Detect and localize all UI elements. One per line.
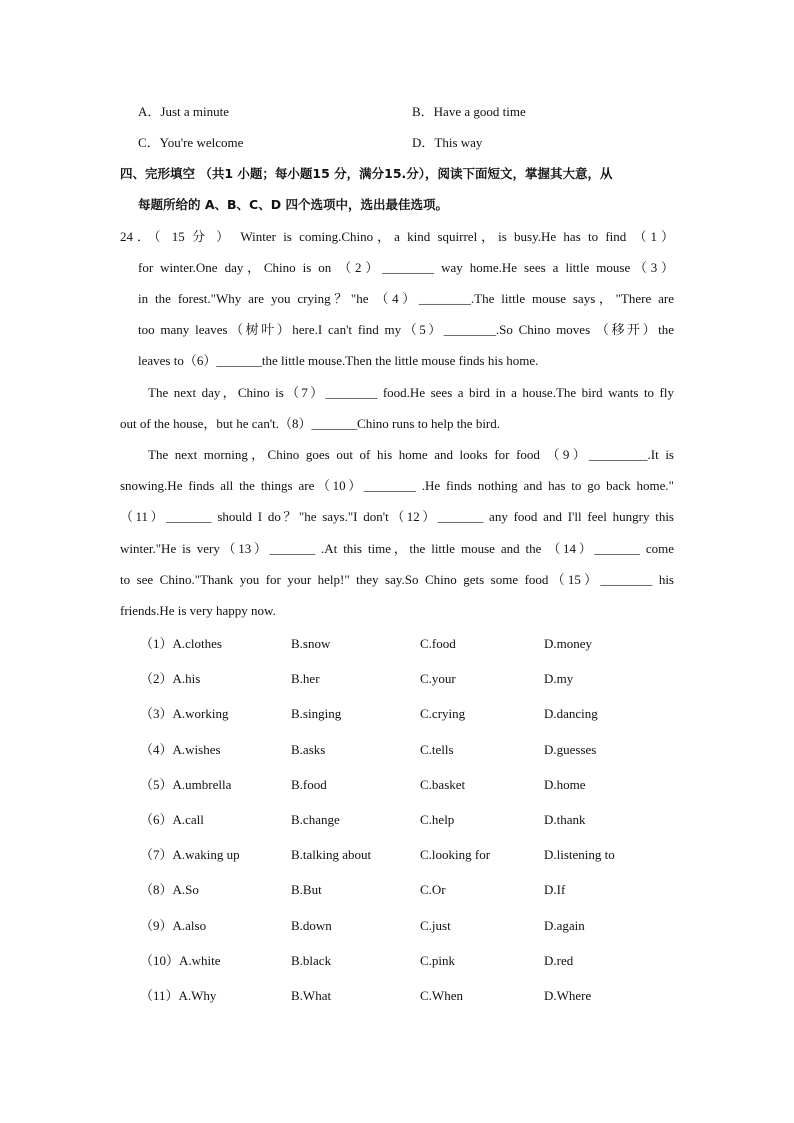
passage-line: friends.He is very happy now. <box>120 603 276 618</box>
passage-line: winter."He is very（13）_______ .At this time，the little mouse and the （14）_______ come <box>120 541 674 556</box>
option-a: （10）A.white <box>140 953 221 968</box>
option-b: B.her <box>291 671 320 686</box>
passage-line: snowing.He finds all the things are（10）________ .He finds nothing and has to go back home." <box>120 478 674 493</box>
passage-line: out of the house，but he can't.（8）_______Chino runs to help the bird. <box>120 416 501 431</box>
option-c: C.looking for <box>420 847 491 862</box>
option-row-1 <box>0 636 794 652</box>
passage-line: for winter.One day，Chino is on （2）________ way home.He sees a little mouse（3） <box>138 260 674 275</box>
option-d: D.again <box>544 918 585 933</box>
option-d: D.listening to <box>544 847 615 862</box>
option-d: D.money <box>544 636 593 651</box>
passage-line: to see Chino."Thank you for your help!" they say.So Chino gets some food（15）________ his <box>120 572 674 587</box>
option-a: （4）A.wishes <box>140 742 221 757</box>
option-row-4 <box>0 742 794 758</box>
option-c: C.tells <box>420 742 454 757</box>
option-b: B.snow <box>291 636 331 651</box>
passage-line: The next morning，Chino goes out of his home and looks for food （9）_________.It is <box>148 447 674 462</box>
option-row-7 <box>0 847 794 863</box>
option-c: C.basket <box>420 777 466 792</box>
option-d: D.red <box>544 953 574 968</box>
option-a: （6）A.call <box>140 812 204 827</box>
option-c: C.your <box>420 671 456 686</box>
passage-line: The next day，Chino is（7）________ food.He sees a bird in a house.The bird wants to fly <box>148 385 674 400</box>
option-b: B.What <box>291 988 332 1003</box>
option-c: C.Or <box>420 882 446 897</box>
section-heading-line2: 每题所给的 A、B、C、D 四个选项中，选出最佳选项。 <box>138 197 448 212</box>
passage-line: too many leaves（树叶）here.I can't find my（5）________.So Chino moves （移开）the <box>138 322 674 337</box>
option-b: B.But <box>291 882 322 897</box>
passage-line: （11）_______ should I do？"he says."I don't（12）_______ any food and I'll feel hungry this <box>120 509 674 524</box>
option-a: （11）A.Why <box>140 988 217 1003</box>
passage-line: in the forest."Why are you crying？"he （4）________.The little mouse says，"There are <box>138 291 674 306</box>
option-a: （5）A.umbrella <box>140 777 232 792</box>
prev-option-c: C．You're welcome <box>138 135 244 150</box>
option-a: （1）A.clothes <box>140 636 222 651</box>
option-b: B.black <box>291 953 332 968</box>
option-b: B.singing <box>291 706 342 721</box>
option-a: （9）A.also <box>140 918 207 933</box>
option-row-6 <box>0 812 794 828</box>
option-row-9 <box>0 918 794 934</box>
option-a: （8）A.So <box>140 882 199 897</box>
option-row-10 <box>0 953 794 969</box>
option-c: C.When <box>420 988 463 1003</box>
option-b: B.food <box>291 777 327 792</box>
option-row-3 <box>0 706 794 722</box>
option-row-5 <box>0 777 794 793</box>
option-d: D.Where <box>544 988 592 1003</box>
option-b: B.asks <box>291 742 326 757</box>
option-d: D.dancing <box>544 706 598 721</box>
option-a: （3）A.working <box>140 706 229 721</box>
section-heading-line1: 四、完形填空 （共1 小题；每小题15 分，满分15.分），阅读下面短文，掌握其大意，从 <box>120 166 613 181</box>
option-d: D.thank <box>544 812 586 827</box>
passage-line: leaves to（6）_______the little mouse.Then the little mouse finds his home. <box>138 353 539 368</box>
option-row-11 <box>0 988 794 1004</box>
option-c: C.pink <box>420 953 456 968</box>
option-c: C.just <box>420 918 451 933</box>
option-row-2 <box>0 671 794 687</box>
option-b: B.change <box>291 812 340 827</box>
prev-option-a: A．Just a minute <box>138 104 229 119</box>
option-b: B.down <box>291 918 332 933</box>
option-d: D.If <box>544 882 566 897</box>
option-c: C.crying <box>420 706 466 721</box>
option-a: （2）A.his <box>140 671 201 686</box>
prev-option-d: D．This way <box>412 135 483 150</box>
option-c: C.help <box>420 812 455 827</box>
option-row-8 <box>0 882 794 898</box>
option-a: （7）A.waking up <box>140 847 240 862</box>
option-d: D.home <box>544 777 586 792</box>
prev-option-b: B．Have a good time <box>412 104 526 119</box>
option-d: D.my <box>544 671 574 686</box>
option-c: C.food <box>420 636 456 651</box>
option-b: B.talking about <box>291 847 372 862</box>
passage-line: 24．（ 15 分 ） Winter is coming.Chino，a kind squirrel，is busy.He has to find （1） <box>120 229 674 244</box>
option-d: D.guesses <box>544 742 597 757</box>
